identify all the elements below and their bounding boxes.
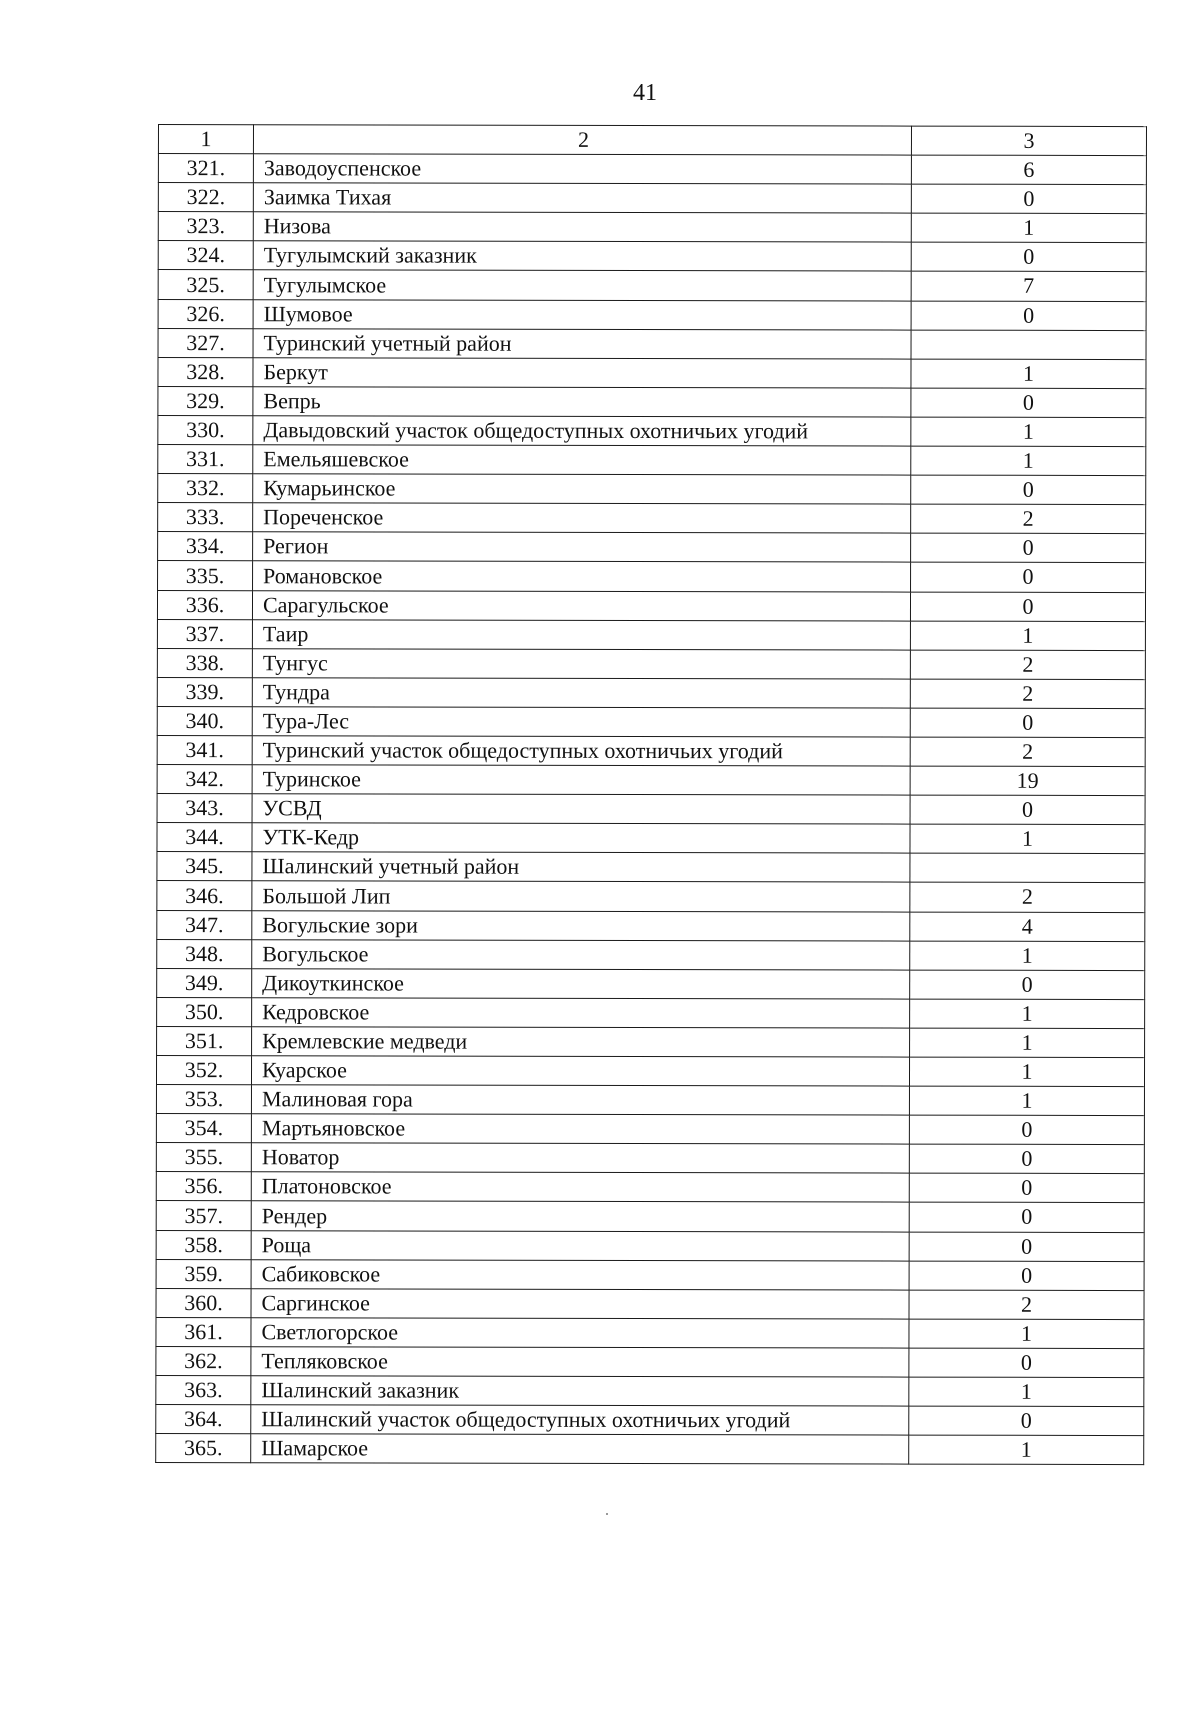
table-row: [156, 1405, 1144, 1436]
row-count-cell: 7: [911, 272, 1146, 302]
row-name-cell: Новатор: [251, 1143, 909, 1173]
row-name-cell: Вогульское: [252, 939, 910, 969]
row-name-cell: Давыдовский участок общедоступных охотничьих угодий: [253, 416, 911, 446]
row-number-cell: 330.: [158, 415, 253, 444]
table-row: [156, 1376, 1144, 1407]
row-name-cell: Вепрь: [253, 387, 911, 417]
row-number-cell: 354.: [156, 1114, 251, 1143]
row-name-cell: Малиновая гора: [251, 1085, 909, 1115]
table-row: [156, 1143, 1144, 1174]
row-name-cell: УТК-Кедр: [252, 823, 910, 853]
table-row: [158, 241, 1146, 272]
row-count-cell: 2: [911, 504, 1146, 534]
table-row: [157, 881, 1145, 912]
table-row: [156, 1434, 1144, 1465]
row-count-cell: 1: [909, 1086, 1144, 1116]
row-name-cell: Туринский участок общедоступных охотничьих угодий: [252, 736, 910, 766]
row-name-cell: Таир: [252, 619, 910, 649]
row-count-cell: 0: [909, 1406, 1144, 1436]
row-count-cell: 2: [910, 737, 1145, 767]
row-count-cell: 1: [911, 417, 1146, 447]
row-name-cell: Шалинский учетный район: [252, 852, 910, 882]
row-count-cell: 0: [910, 795, 1145, 825]
table-row: [157, 677, 1145, 708]
table-row: [157, 794, 1145, 825]
row-count-cell: 2: [909, 1290, 1144, 1320]
table-row: [158, 299, 1146, 330]
table-row: [158, 328, 1146, 359]
row-name-cell: Низова: [253, 212, 911, 242]
row-count-cell: 0: [911, 475, 1146, 505]
row-number-cell: 324.: [158, 241, 253, 270]
scan-speck: [606, 1513, 608, 1515]
row-name-cell: Большой Лип: [252, 881, 910, 911]
row-count-cell: 1: [911, 213, 1146, 243]
row-number-cell: 337.: [157, 619, 252, 648]
row-number-cell: 343.: [157, 794, 252, 823]
table-row: [158, 474, 1146, 505]
row-name-cell: Шамарское: [251, 1434, 909, 1464]
table-row: [158, 183, 1146, 214]
row-name-cell: Роща: [251, 1230, 909, 1260]
table-row: [158, 386, 1146, 417]
table-row: [157, 1026, 1145, 1057]
row-number-cell: 363.: [156, 1376, 251, 1405]
row-number-cell: 353.: [156, 1085, 251, 1114]
row-number-cell: 344.: [157, 823, 252, 852]
row-name-cell: Заводоуспенское: [253, 154, 911, 184]
row-number-cell: 336.: [157, 590, 252, 619]
table-row: [157, 910, 1145, 941]
table-row: [158, 270, 1146, 301]
row-number-cell: 364.: [156, 1405, 251, 1434]
row-count-cell: 0: [911, 184, 1146, 214]
row-number-cell: 359.: [156, 1259, 251, 1288]
row-count-cell: 2: [910, 679, 1145, 709]
table-row: [157, 648, 1145, 679]
table-row: [156, 1172, 1144, 1203]
row-number-cell: 365.: [156, 1434, 251, 1463]
table-row: [156, 1259, 1144, 1290]
table-row: [157, 706, 1145, 737]
row-name-cell: Регион: [253, 532, 911, 562]
row-count-cell: 0: [909, 1261, 1144, 1291]
table-row: [158, 532, 1146, 563]
row-count-cell: 0: [910, 970, 1145, 1000]
row-number-cell: 361.: [156, 1317, 251, 1346]
row-name-cell: Кремлевские медведи: [252, 1027, 910, 1057]
row-count-cell: 4: [910, 912, 1145, 942]
table-row: [157, 619, 1145, 650]
row-number-cell: 357.: [156, 1201, 251, 1230]
row-name-cell: Светлогорское: [251, 1318, 909, 1348]
row-count-cell: 1: [909, 1319, 1144, 1349]
row-count-cell: 6: [911, 155, 1146, 185]
row-number-cell: 325.: [158, 270, 253, 299]
row-count-cell: 0: [909, 1232, 1144, 1262]
row-name-cell: Емельяшевское: [253, 445, 911, 475]
table-row: [157, 997, 1145, 1028]
row-name-cell: Тунгус: [252, 648, 910, 678]
row-count-cell: 1: [909, 1435, 1144, 1465]
row-name-cell: Сарагульское: [252, 590, 910, 620]
row-name-cell: Платоновское: [251, 1172, 909, 1202]
row-name-cell: Кедровское: [252, 998, 910, 1028]
row-count-cell: 0: [910, 708, 1145, 738]
row-count-cell: 2: [910, 883, 1145, 913]
table-row: [156, 1201, 1144, 1232]
row-count-cell: 0: [911, 562, 1146, 592]
table-body: [156, 125, 1147, 1465]
row-name-cell: Шалинский участок общедоступных охотничьих угодий: [251, 1405, 909, 1435]
row-count-cell: 0: [911, 388, 1146, 418]
table-row: [156, 1085, 1144, 1116]
row-name-cell: Пореченское: [253, 503, 911, 533]
row-count-cell: 0: [911, 533, 1146, 563]
row-count-cell: 0: [910, 592, 1145, 622]
table-row: [158, 503, 1146, 534]
row-number-cell: 333.: [158, 503, 253, 532]
row-name-cell: Саргинское: [251, 1288, 909, 1318]
row-number-cell: 327.: [158, 328, 253, 357]
row-count-cell: 0: [911, 301, 1146, 331]
row-count-cell: 19: [910, 766, 1145, 796]
row-count-cell: 2: [910, 650, 1145, 680]
row-number-cell: 340.: [157, 706, 252, 735]
table-row: [157, 735, 1145, 766]
row-count-cell: 1: [910, 941, 1145, 971]
row-count-cell: [910, 853, 1145, 883]
row-count-cell: 1: [909, 1377, 1144, 1407]
row-name-cell: Тепляковское: [251, 1347, 909, 1377]
page-number: 41: [633, 80, 657, 106]
row-name-cell: Сабиковское: [251, 1259, 909, 1289]
row-number-cell: 347.: [157, 910, 252, 939]
row-name-cell: Беркут: [253, 357, 911, 387]
row-name-cell: Шумовое: [253, 299, 911, 329]
row-count-cell: 1: [910, 1028, 1145, 1058]
row-name-cell: Вогульские зори: [252, 910, 910, 940]
row-number-cell: 342.: [157, 765, 252, 794]
table-row: [158, 357, 1146, 388]
row-name-cell: Тугулымское: [253, 270, 911, 300]
table-row: [157, 590, 1145, 621]
row-number-cell: 348.: [157, 939, 252, 968]
row-number-cell: 358.: [156, 1230, 251, 1259]
row-name-cell: Туринское: [252, 765, 910, 795]
row-name-cell: Рендер: [251, 1201, 909, 1231]
table-header-row: [158, 125, 1146, 156]
row-number-cell: 321.: [158, 154, 253, 183]
header-cell-col-2: 2: [253, 125, 911, 155]
row-number-cell: 352.: [156, 1055, 251, 1084]
row-count-cell: 1: [910, 824, 1145, 854]
row-name-cell: УСВД: [252, 794, 910, 824]
row-number-cell: 329.: [158, 386, 253, 415]
row-name-cell: Туринский учетный район: [253, 328, 911, 358]
row-name-cell: Куарское: [251, 1056, 909, 1086]
table-row: [158, 415, 1146, 446]
table-row: [157, 968, 1145, 999]
row-count-cell: 1: [911, 446, 1146, 476]
row-number-cell: 341.: [157, 735, 252, 764]
row-number-cell: 334.: [158, 532, 253, 561]
row-count-cell: [911, 330, 1146, 360]
row-name-cell: Заимка Тихая: [253, 183, 911, 213]
row-number-cell: 360.: [156, 1288, 251, 1317]
table-row: [157, 852, 1145, 883]
table-row: [157, 765, 1145, 796]
row-count-cell: 0: [909, 1348, 1144, 1378]
table-row: [157, 823, 1145, 854]
row-name-cell: Тугулымский заказник: [253, 241, 911, 271]
row-name-cell: Тура-Лес: [252, 707, 910, 737]
row-count-cell: 0: [911, 242, 1146, 272]
row-count-cell: 0: [909, 1203, 1144, 1233]
row-number-cell: 338.: [157, 648, 252, 677]
row-name-cell: Кумарьинское: [253, 474, 911, 504]
row-name-cell: Дикоуткинское: [252, 968, 910, 998]
row-number-cell: 335.: [158, 561, 253, 590]
row-number-cell: 349.: [157, 968, 252, 997]
table-row: [158, 154, 1146, 185]
row-number-cell: 345.: [157, 852, 252, 881]
header-cell-col-1: 1: [158, 125, 253, 154]
table-row: [158, 212, 1146, 243]
table-row: [156, 1288, 1144, 1319]
row-count-cell: 1: [909, 1057, 1144, 1087]
row-number-cell: 350.: [157, 997, 252, 1026]
row-number-cell: 346.: [157, 881, 252, 910]
row-name-cell: Тундра: [252, 677, 910, 707]
table-row: [156, 1230, 1144, 1261]
row-number-cell: 339.: [157, 677, 252, 706]
row-name-cell: Романовское: [253, 561, 911, 591]
row-count-cell: 0: [909, 1115, 1144, 1145]
row-count-cell: 1: [911, 359, 1146, 389]
row-number-cell: 328.: [158, 357, 253, 386]
row-name-cell: Мартьяновское: [251, 1114, 909, 1144]
row-number-cell: 356.: [156, 1172, 251, 1201]
row-count-cell: 0: [909, 1144, 1144, 1174]
table-row: [156, 1346, 1144, 1377]
table-row: [156, 1317, 1144, 1348]
hunting-grounds-table: [155, 124, 1147, 1465]
table-row: [156, 1114, 1144, 1145]
row-count-cell: 1: [910, 999, 1145, 1029]
row-number-cell: 322.: [158, 183, 253, 212]
row-number-cell: 331.: [158, 445, 253, 474]
header-cell-col-3: 3: [911, 126, 1146, 156]
row-number-cell: 332.: [158, 474, 253, 503]
row-count-cell: 1: [910, 621, 1145, 651]
row-number-cell: 362.: [156, 1346, 251, 1375]
table-row: [156, 1055, 1144, 1086]
row-number-cell: 351.: [157, 1026, 252, 1055]
table-row: [157, 939, 1145, 970]
table-row: [158, 445, 1146, 476]
row-count-cell: 0: [909, 1173, 1144, 1203]
row-number-cell: 355.: [156, 1143, 251, 1172]
row-name-cell: Шалинский заказник: [251, 1376, 909, 1406]
row-number-cell: 326.: [158, 299, 253, 328]
table-row: [158, 561, 1146, 592]
row-number-cell: 323.: [158, 212, 253, 241]
